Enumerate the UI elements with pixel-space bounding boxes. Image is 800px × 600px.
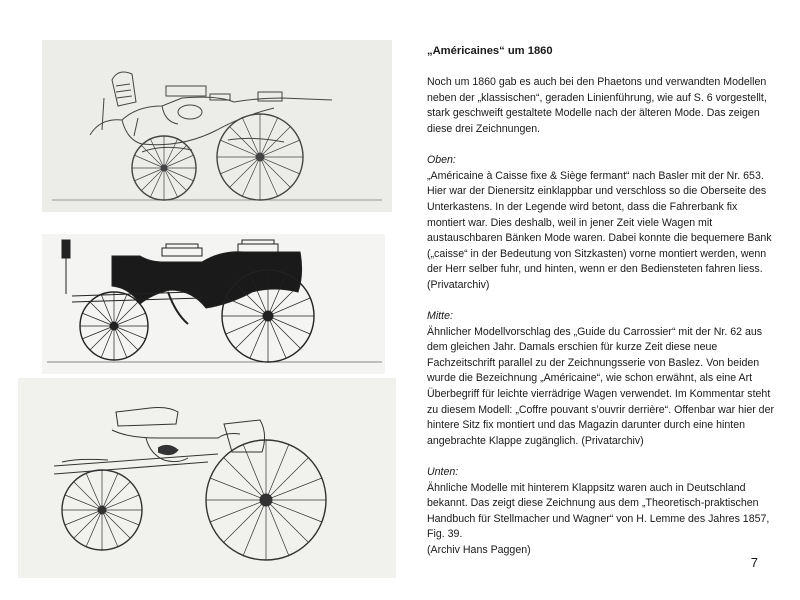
page-number: 7 <box>750 555 758 570</box>
carriage-drawing-bottom <box>18 378 396 578</box>
caption-middle-text: Ähnlicher Modellvorschlag des „Guide du Carrossier“ mit der Nr. 62 aus dem gleichen Jahr. Damals erschien für kurze Zeit diese neue Fachzeitschrift parallel zu der Zeichnungsserie von Baslez. Von beiden wurde die Bezeichnung „Américaine“, wie schon erwähnt, als eine Art Überbegriff für leichte vierrädrige Wagen verwendet. Im Kommentar steht zu diesem Modell: „Coffre pouvant s’ouvrir derrière“. Offenbar war hier der hintere Sitz fix montiert und das Magazin darunter durch eine hinten angebrachte Klappe zugänglich. (Privatarchiv) <box>427 325 774 447</box>
text-column <box>427 44 777 574</box>
caption-top-label: Oben: <box>427 154 456 167</box>
caption-middle <box>427 309 777 449</box>
caption-bottom-label: Unten: <box>427 466 459 479</box>
caption-middle-label: Mitte: <box>427 310 453 323</box>
page-title: „Américaines“ um 1860 <box>427 45 553 57</box>
caption-bottom <box>427 465 777 559</box>
carriage-drawing-middle <box>42 234 385 374</box>
caption-top-text: „Américaine à Caisse fixe & Siège fermant“ nach Basler mit der Nr. 653. Hier war der Dienersitz einklappbar und verschloss so die Oberseite des Unterkastens. In der Legende wird betont, dass die Fahrerbank fix montiert war. Dies deshalb, weil in jener Zeit viele Wagen mit austauschbaren Bänken Mode waren. Dabei konnte die bequemere Bank („caisse“ in der Bedeutung von Sitzkasten) vorne montiert werden, wenn der Herr selber fuhr, und hinten, wenn er den Bediensteten fahren liess. (Privatarchiv) <box>427 169 772 291</box>
caption-bottom-text: Ähnliche Modelle mit hinterem Klappsitz waren auch in Deutschland bekannt. Das zeigt diese Zeichnung aus dem „Theoretisch-praktischen Handbuch für Stellmacher und Wagner“ von H. Lemme des Jahres 1857, Fig. 39. <box>427 481 770 541</box>
intro-paragraph: Noch um 1860 gab es auch bei den Phaetons und verwandten Modellen neben der „klassischen“, geraden Linienführung, wie auf S. 6 vorgestellt, stark geschweift gestaltete Modelle nach der älteren Mode. Das zeigen diese drei Zeichnungen. <box>427 76 767 135</box>
caption-top <box>427 153 777 293</box>
caption-bottom-source: (Archiv Hans Paggen) <box>427 544 531 556</box>
carriage-drawing-top <box>42 40 392 212</box>
